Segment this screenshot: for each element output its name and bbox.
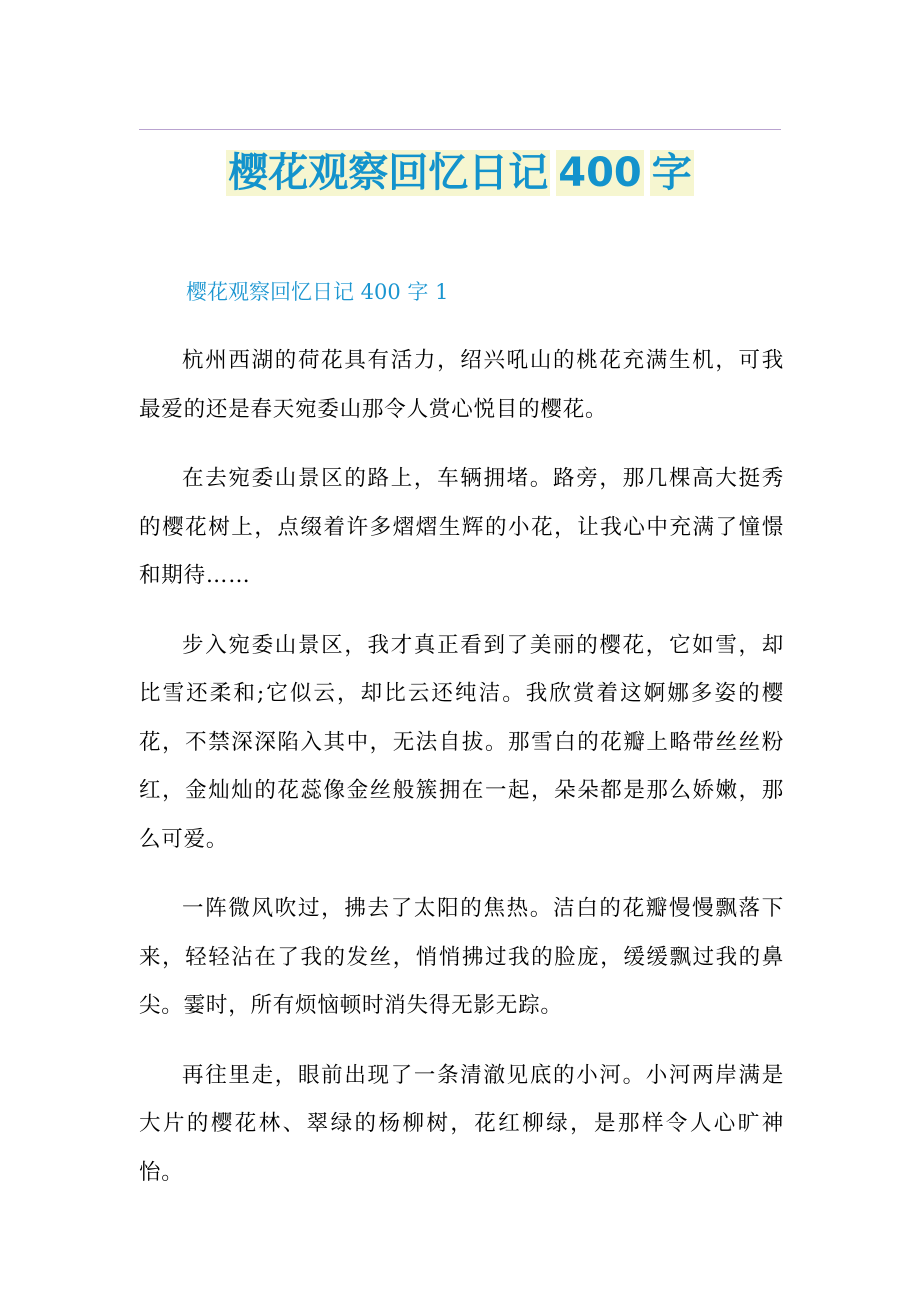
paragraph-1: 杭州西湖的荷花具有活力，绍兴吼山的桃花充满生机，可我最爱的还是春天宛委山那令人赏心悦目的樱花。 (139, 348, 784, 422)
title-text-main: 樱花观察回忆日记 (228, 150, 549, 196)
paragraph-5: 再往里走，眼前出现了一条清澈见底的小河。小河两岸满是大片的樱花林、翠绿的杨柳树，花红柳绿，是那样令人心旷神怡。 (139, 1062, 784, 1185)
paragraph-2: 在去宛委山景区的路上，车辆拥堵。路旁，那几棵高大挺秀的樱花树上，点缀着许多熠熠生辉的小花，让我心中充满了憧憬和期待…… (139, 466, 784, 588)
title-text-suffix: 字 (651, 150, 692, 196)
paragraph-3: 步入宛委山景区，我才真正看到了美丽的樱花，它如雪，却比雪还柔和;它似云，却比云还纯洁。我欣赏着这婀娜多姿的樱花，不禁深深陷入其中，无法自拔。那雪白的花瓣上略带丝丝粉红，金灿灿的花蕊像金丝般簇拥在一起，朵朵都是那么娇嫩，那么可爱。 (139, 632, 784, 852)
document-title (0, 145, 920, 201)
title-text-number: 400 (558, 150, 642, 196)
header-rule (139, 129, 781, 130)
paragraph-4: 一阵微风吹过，拂去了太阳的焦热。洁白的花瓣慢慢飘落下来，轻轻沾在了我的发丝，悄悄拂过我的脸庞，缓缓飘过我的鼻尖。霎时，所有烦恼顿时消失得无影无踪。 (139, 896, 784, 1018)
article-body (139, 337, 784, 1218)
section-heading: 樱花观察回忆日记 400 字 1 (186, 280, 449, 304)
